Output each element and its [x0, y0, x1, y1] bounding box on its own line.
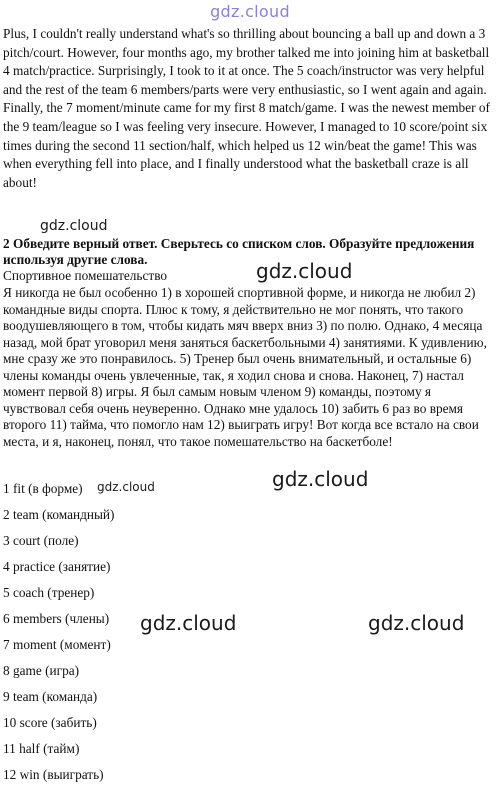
answer-item: 1 fit (в форме): [3, 481, 83, 496]
task-heading: 2 Обведите верный ответ. Сверьтесь со списком слов. Образуйте предложения используя другие слова.: [3, 236, 475, 267]
answer-item: 7 moment (момент): [3, 637, 111, 652]
answer-item: 6 members (члены): [3, 611, 110, 626]
answer-item: 3 court (поле): [3, 533, 79, 548]
watermark: gdz.cloud: [368, 611, 465, 635]
watermark: gdz.cloud: [97, 480, 155, 494]
answer-item: 2 team (командный): [3, 507, 115, 522]
answer-list: [3, 480, 114, 792]
answer-item: 4 practice (занятие): [3, 559, 111, 574]
answer-item: 9 team (команда): [3, 689, 98, 704]
watermark: gdz.cloud: [256, 259, 353, 283]
answer-item: 10 score (забить): [3, 715, 97, 730]
answer-item: 8 game (игра): [3, 663, 80, 678]
site-logo: gdz.cloud: [210, 2, 290, 21]
text-title: Спортивное помешательство: [3, 268, 168, 283]
answer-item: 11 half (тайм): [3, 741, 80, 756]
answer-item: 5 coach (тренер): [3, 585, 95, 600]
answer-item: 12 win (выиграть): [3, 767, 104, 782]
russian-translation: Я никогда не был особенно 1) в хорошей спортивной форме, и никогда не любил 2) командные виды спорта. Плюс к тому, я действительно не мог понять, что такого воодушевляющего в том, чтобы кидать мяч вверх вниз 3) по полю. Однако, 4 месяца назад, мой брат уговорил меня заняться баскетбольными 4) занятиями. К удивлению, мне сразу же это понравилось. 5) Тренер был очень внимательный, и остальные 6) члены команды очень увлеченные, так, я ходил снова и снова. Наконец, 7) настал момент первой 8) игры. Я был самым новым членом 9) команды, поэтому я чувствовал себя очень неуверенно. Однако мне удалось 10) забить 6 раз во время второго 11) тайма, что помогло нам 12) выиграть игру! Вот когда все встало на свои места, и я, наконец, понял, что такое помешательство на баскетболе!: [3, 285, 487, 449]
watermark: gdz.cloud: [40, 218, 108, 234]
watermark: gdz.cloud: [140, 611, 237, 635]
watermark: gdz.cloud: [272, 467, 369, 491]
english-paragraph: Plus, I couldn't really understand what's so thrilling about bouncing a ball up and down a 3 pitch/court. However, four months ago, my brother talked me into joining him at basketball 4 match/practice. Surprisingly, I took to it at once. The 5 coach/instructor was very helpful and the rest of the team 6 members/parts were very enthusiastic, so I went again and again. Finally, the 7 moment/minute came for my first 8 match/game. I was the newest member of the 9 team/league so I was feeling very insecure. However, I managed to 10 score/point six times during the second 11 section/half, which helped us 12 win/beat the game! This was when everything fell into place, and I finally understood what the basketball craze is all about!: [3, 26, 490, 190]
